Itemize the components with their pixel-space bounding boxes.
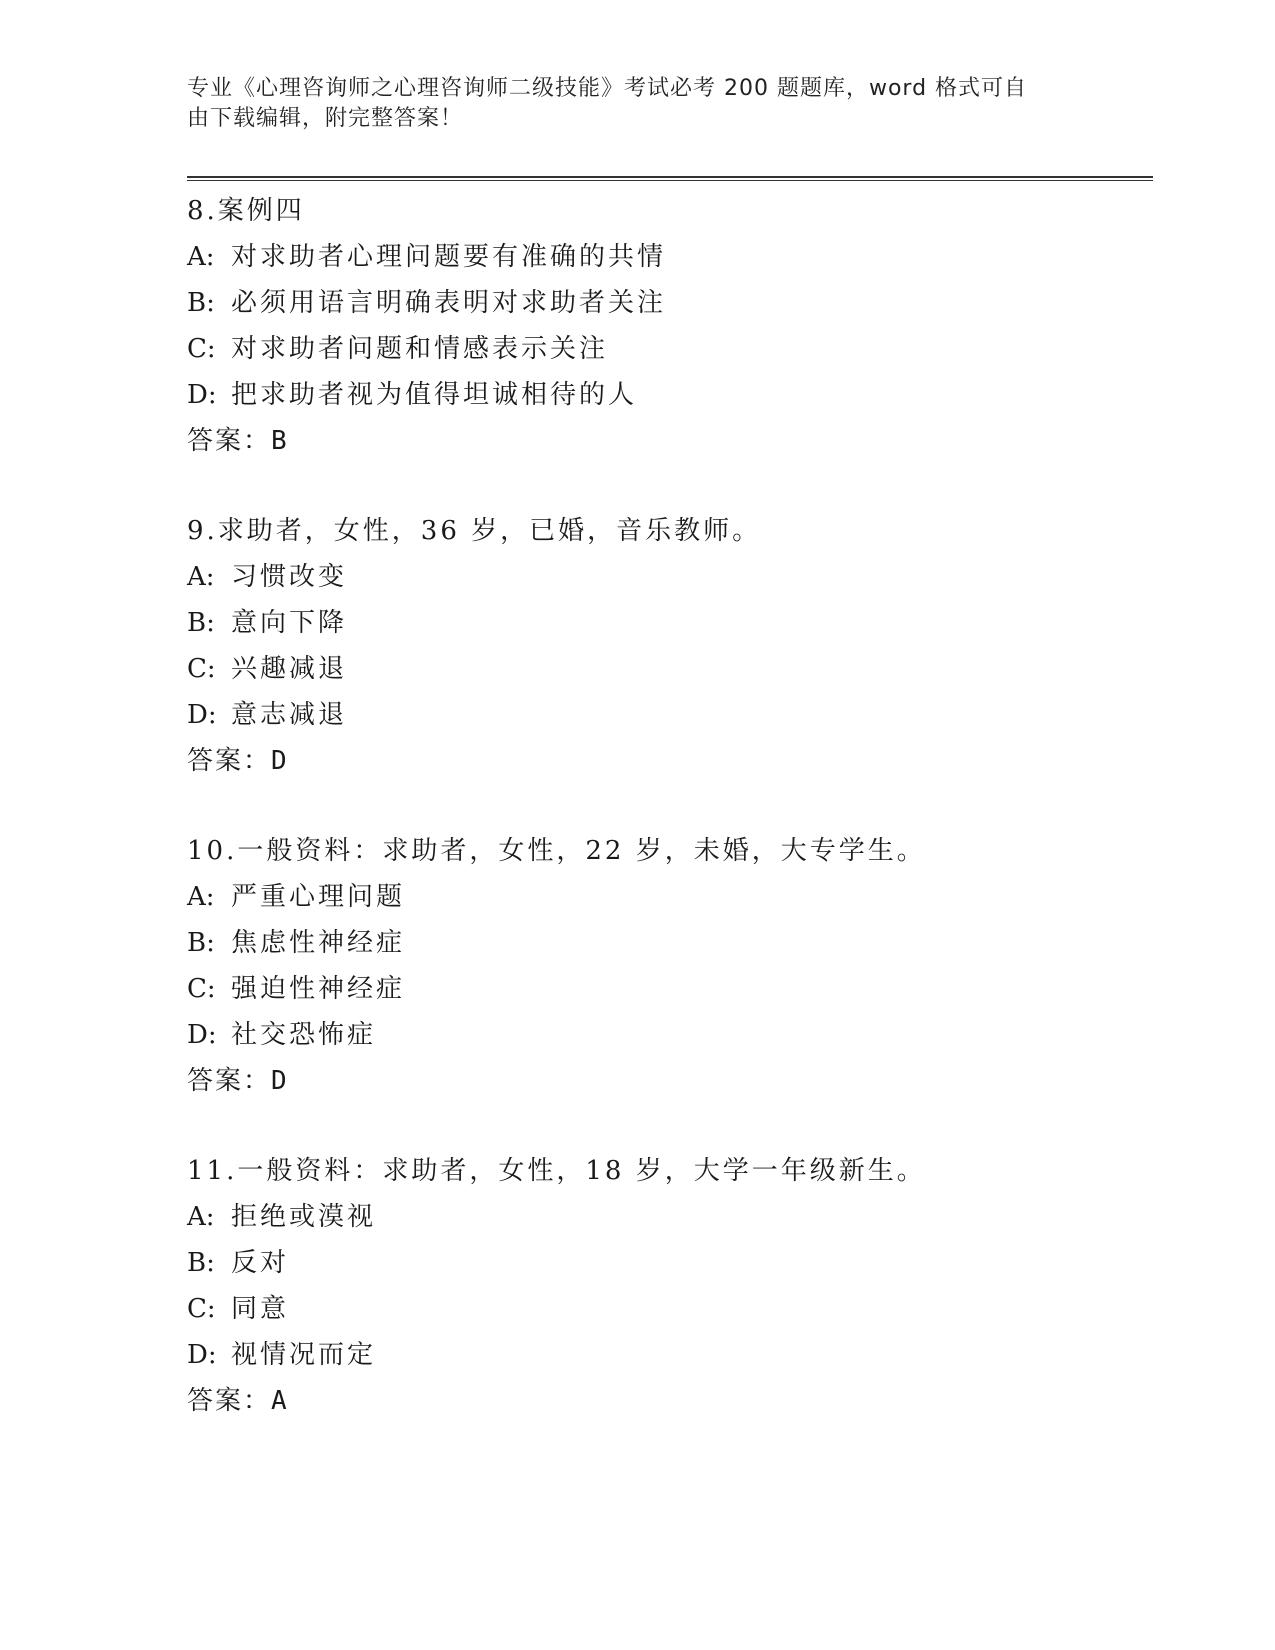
option-letter: B: (187, 928, 215, 958)
option-text: 强迫性神经症 (231, 974, 406, 1004)
option-letter: D: (187, 700, 217, 730)
answer-value: D (271, 746, 289, 776)
option-letter: A: (187, 242, 215, 272)
option-letter: A: (187, 562, 215, 592)
answer-label: 答案： (187, 1386, 272, 1416)
option-letter: B: (187, 1248, 215, 1278)
answer-label: 答案： (187, 1066, 272, 1096)
answer (187, 738, 1147, 784)
option-text: 把求助者视为值得坦诚相待的人 (231, 380, 638, 410)
option-letter: D: (187, 1340, 217, 1370)
question-9 (187, 508, 1147, 784)
header-divider (187, 176, 1153, 181)
option-b (187, 1240, 1147, 1286)
option-text: 兴趣减退 (231, 654, 348, 684)
option-letter: D: (187, 1020, 217, 1050)
header-line-1: 专业《心理咨询师之心理咨询师二级技能》考试必考 200 题题库，word 格式可自 (187, 76, 1028, 101)
option-a (187, 234, 1147, 280)
option-text: 必须用语言明确表明对求助者关注 (231, 288, 667, 318)
answer (187, 418, 1147, 464)
answer-value: A (271, 1386, 289, 1416)
option-text: 意志减退 (231, 700, 348, 730)
option-letter: A: (187, 1202, 215, 1232)
option-letter: C: (187, 1294, 216, 1324)
option-letter: A: (187, 882, 215, 912)
option-a (187, 554, 1147, 600)
option-text: 社交恐怖症 (231, 1020, 377, 1050)
option-letter: C: (187, 654, 216, 684)
option-a (187, 1194, 1147, 1240)
header-line-2: 由下载编辑，附完整答案！ (187, 106, 464, 131)
option-b (187, 920, 1147, 966)
option-letter: B: (187, 608, 215, 638)
option-text: 对求助者心理问题要有准确的共情 (231, 242, 667, 272)
option-c (187, 966, 1147, 1012)
option-text: 反对 (231, 1248, 290, 1278)
answer-value: D (271, 1066, 289, 1096)
option-text: 对求助者问题和情感表示关注 (231, 334, 609, 364)
question-8 (187, 188, 1147, 464)
answer-value: B (271, 426, 289, 456)
answer (187, 1378, 1147, 1424)
option-text: 严重心理问题 (231, 882, 406, 912)
option-text: 焦虑性神经症 (231, 928, 406, 958)
document-header (187, 74, 1067, 134)
question-stem: 9.求助者，女性，36 岁，已婚，音乐教师。 (187, 516, 762, 546)
option-d (187, 692, 1147, 738)
option-text: 习惯改变 (231, 562, 348, 592)
answer (187, 1058, 1147, 1104)
question-stem: 10.一般资料：求助者，女性，22 岁，未婚，大专学生。 (187, 836, 926, 866)
question-list (187, 188, 1147, 1468)
option-c (187, 646, 1147, 692)
answer-label: 答案： (187, 746, 272, 776)
option-d (187, 372, 1147, 418)
question-10 (187, 828, 1147, 1104)
option-c (187, 326, 1147, 372)
option-text: 意向下降 (231, 608, 348, 638)
question-stem: 11.一般资料：求助者，女性，18 岁，大学一年级新生。 (187, 1156, 926, 1186)
option-a (187, 874, 1147, 920)
option-letter: C: (187, 974, 216, 1004)
option-b (187, 600, 1147, 646)
option-letter: D: (187, 380, 217, 410)
question-stem: 8.案例四 (187, 196, 305, 226)
option-c (187, 1286, 1147, 1332)
option-letter: C: (187, 334, 216, 364)
option-letter: B: (187, 288, 215, 318)
option-b (187, 280, 1147, 326)
option-text: 同意 (231, 1294, 290, 1324)
question-11 (187, 1148, 1147, 1424)
option-text: 视情况而定 (231, 1340, 377, 1370)
option-d (187, 1012, 1147, 1058)
option-d (187, 1332, 1147, 1378)
option-text: 拒绝或漠视 (231, 1202, 377, 1232)
answer-label: 答案： (187, 426, 272, 456)
